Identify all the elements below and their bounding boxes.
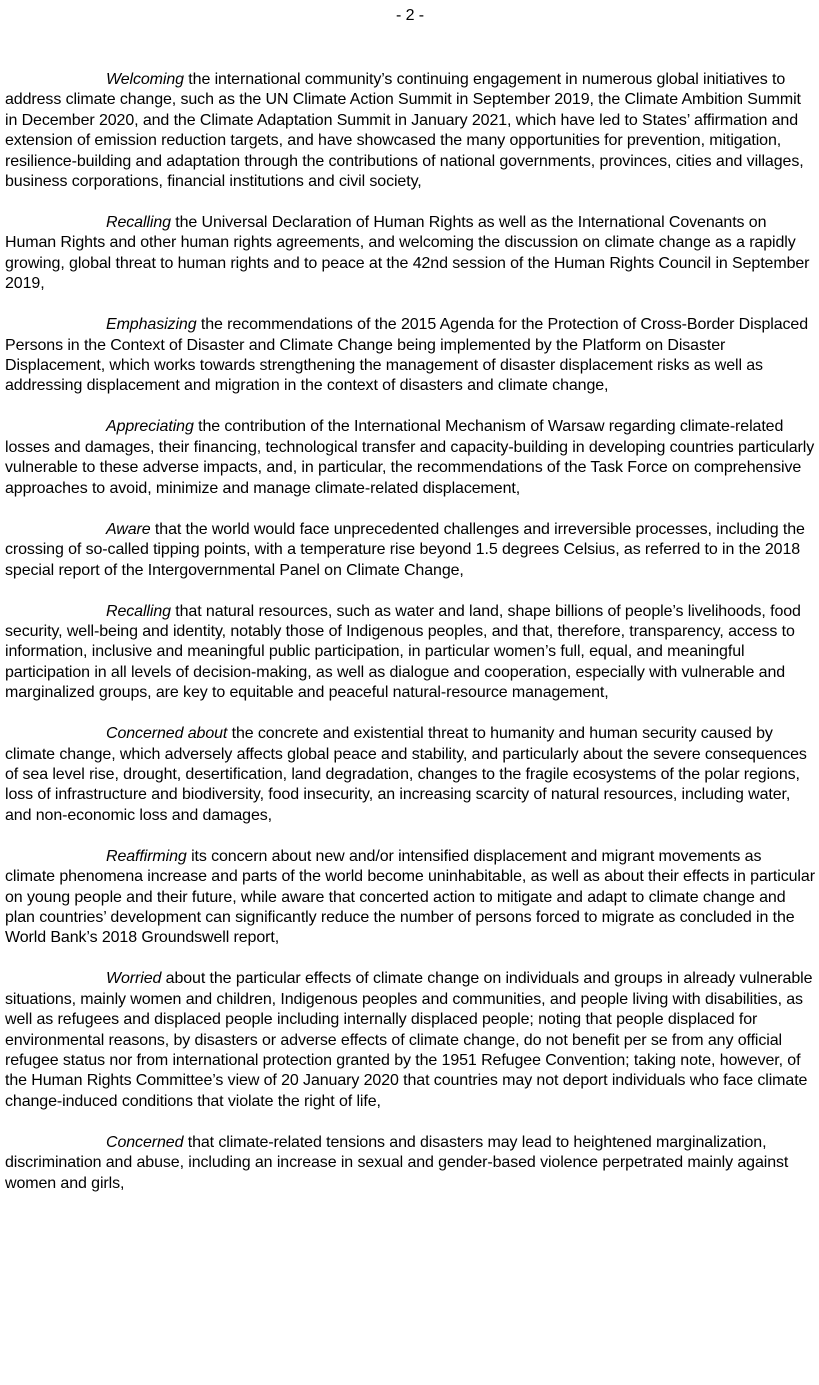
preamble-paragraph-emphasizing — [5, 315, 815, 397]
preamble-paragraph-concerned-about — [5, 724, 815, 826]
preamble-paragraph-recalling-udhr — [5, 213, 815, 295]
preamble-paragraphs — [5, 70, 815, 1194]
paragraph-body-text: that natural resources, such as water and land, shape billions of people’s livelihoods, food security, well-being and identity, notably those of Indigenous peoples, and that, therefore, transparency, access to information, inclusive and meaningful public participation, in particular women’s full, equal, and meaningful participation in all levels of decision-making, as well as dialogue and cooperation, especially with vulnerable and marginalized groups, are key to equitable and peaceful natural-resource management, — [5, 602, 801, 702]
paragraph-body-text: the recommendations of the 2015 Agenda for the Protection of Cross-Border Displaced Persons in the Context of Disaster and Climate Change being implemented by the Platform on Disaster Displacement, which works towards strengthening the management of disaster displacement risks as well as addressing displacement and migration in the context of disasters and climate change, — [5, 316, 809, 395]
preamble-paragraph-concerned — [5, 1133, 815, 1194]
paragraph-body-text: the contribution of the International Mechanism of Warsaw regarding climate-related losses and damages, their financing, technological transfer and capacity-building in developing countries particularly vulnerable to these adverse impacts, and, in particular, the recommendations of the Task Force on comprehensive approaches to avoid, minimize and manage climate-related displacement, — [5, 418, 815, 497]
paragraph-lead-word: Reaffirming — [106, 847, 187, 865]
paragraph-body-text: the concrete and existential threat to humanity and human security caused by climate change, which adversely affects global peace and stability, and particularly about the severe consequences of sea level rise, drought, desertification, land degradation, changes to the fragile ecosystems of the polar regions, loss of infrastructure and biodiversity, food insecurity, an increasing scarcity of natural resources, including water, and non-economic loss and damages, — [5, 725, 807, 824]
paragraph-body-text: the Universal Declaration of Human Rights as well as the International Covenants on Human Rights and other human rights agreements, and welcoming the discussion on climate change as a rapidly growing, global threat to human rights and to peace at the 42nd session of the Human Rights Council in September 2019, — [5, 214, 810, 293]
paragraph-lead-word: Recalling — [106, 214, 171, 232]
paragraph-lead-word: Aware — [106, 520, 151, 538]
preamble-paragraph-appreciating — [5, 417, 815, 499]
paragraph-body-text: that the world would face unprecedented challenges and irreversible processes, including the crossing of so-called tipping points, with a temperature rise beyond 1.5 degrees Celsius, as referred to in the 2018 special report of the Intergovernmental Panel on Climate Change, — [5, 520, 805, 579]
preamble-paragraph-aware — [5, 520, 815, 581]
page-number: - 2 - — [396, 7, 424, 24]
paragraph-lead-word: Worried — [106, 970, 162, 988]
document-page — [5, 0, 815, 1215]
preamble-paragraph-worried — [5, 969, 815, 1112]
paragraph-lead-word: Emphasizing — [106, 316, 197, 334]
paragraph-body-text: that climate-related tensions and disasters may lead to heightened marginalization, discrimination and abuse, including an increase in sexual and gender-based violence perpetrated mainly against women and girls, — [5, 1133, 789, 1192]
paragraph-lead-word: Concerned — [106, 1133, 184, 1151]
preamble-paragraph-welcoming — [5, 70, 815, 192]
paragraph-lead-word: Recalling — [106, 602, 171, 620]
paragraph-body-text: its concern about new and/or intensified displacement and migrant movements as climate phenomena increase and parts of the world become uninhabitable, as well as about their effects in particular on young people and their future, while aware that concerted action to mitigate and adapt to climate change and plan countries’ development can significantly reduce the number of persons forced to migrate as concluded in the World Bank’s 2018 Groundswell report, — [5, 847, 815, 947]
paragraph-lead-word: Appreciating — [106, 418, 194, 436]
paragraph-body-text: about the particular effects of climate change on individuals and groups in already vulnerable situations, mainly women and children, Indigenous peoples and communities, and people living with disabilities, as well as refugees and displaced people including internally displaced people; noting that people displaced for environmental reasons, by disasters or adverse effects of climate change, do not benefit per se from any official refugee status nor from international protection granted by the 1951 Refugee Convention; taking note, however, of the Human Rights Committee’s view of 20 January 2020 that countries may not deport individuals who face climate change-induced conditions that violate the right of life, — [5, 970, 813, 1110]
preamble-paragraph-recalling-resources — [5, 602, 815, 704]
paragraph-lead-word: Welcoming — [106, 71, 184, 88]
paragraph-lead-word: Concerned about — [106, 725, 228, 743]
paragraph-body-text: the international community’s continuing engagement in numerous global initiatives to address climate change, such as the UN Climate Action Summit in September 2019, the Climate Ambition Summit in December 2020, and the Climate Adaptation Summit in January 2021, which have led to States’ affirmation and extension of emission reduction targets, and have showcased the many opportunities for prevention, mitigation, resilience-building and adaptation through the contributions of national governments, provinces, cities and villages, business corporations, financial institutions and civil society, — [5, 71, 804, 191]
preamble-paragraph-reaffirming — [5, 847, 815, 949]
